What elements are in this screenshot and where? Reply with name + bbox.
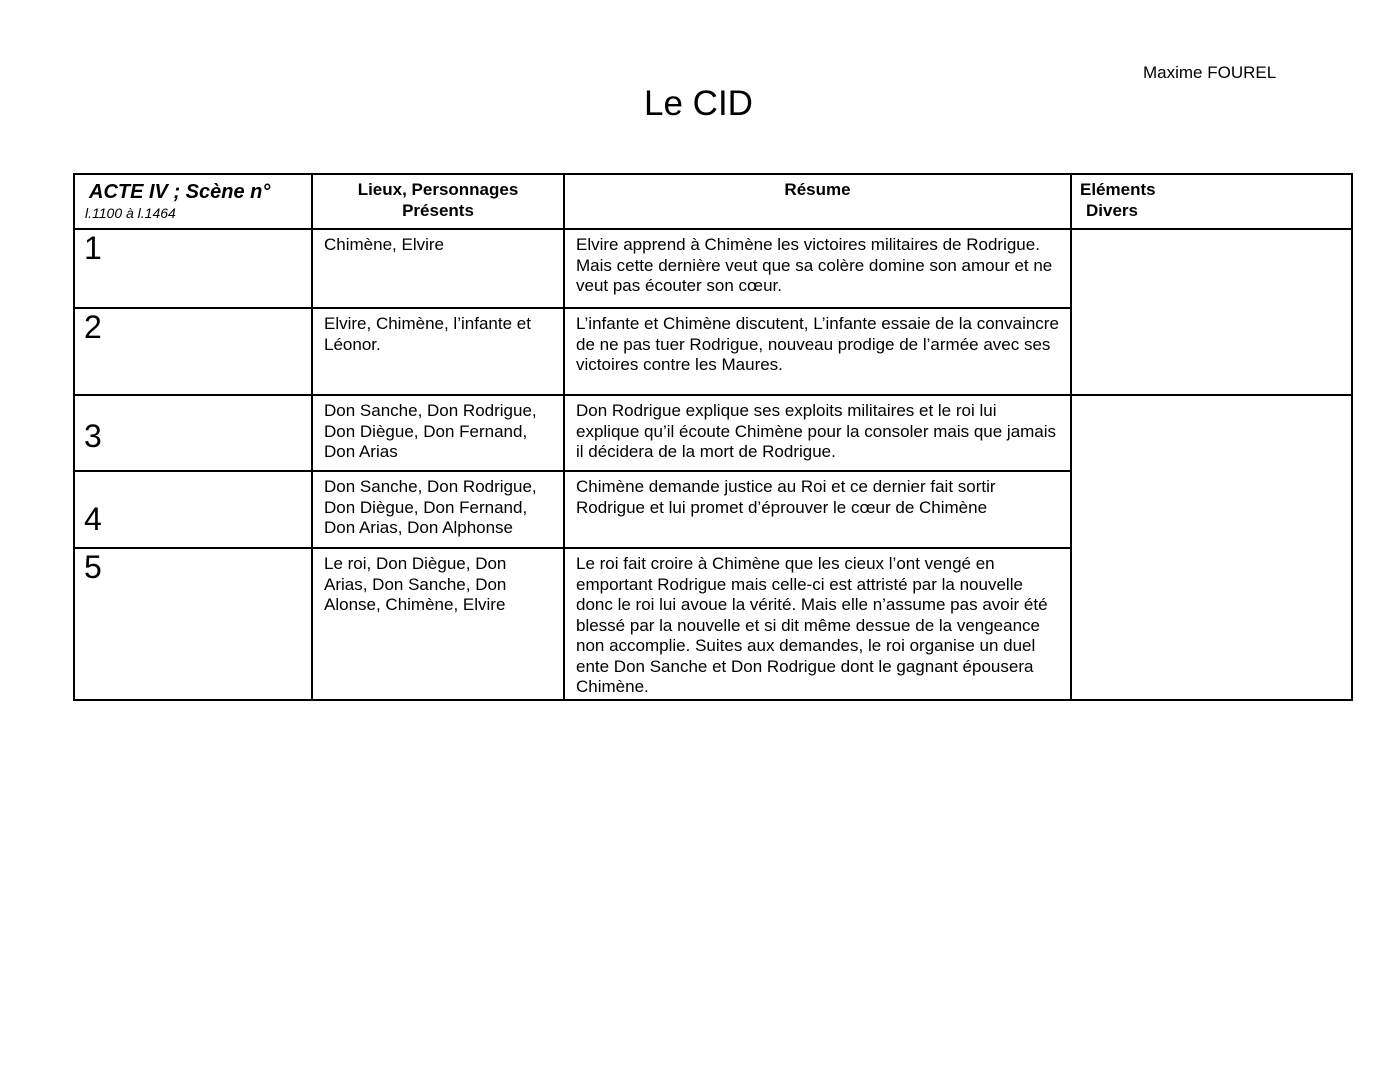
header-misc-elements — [1071, 174, 1352, 229]
scene-summary: Chimène demande justice au Roi et ce dernier fait sortir Rodrigue et lui promet d’éprouver le cœur de Chimène — [564, 471, 1071, 548]
scene-number: 2 — [74, 308, 312, 395]
scene-characters: Don Sanche, Don Rodrigue, Don Diègue, Don Fernand, Don Arias — [312, 395, 564, 471]
document-title: Le CID — [644, 84, 753, 123]
scene-number: 1 — [74, 229, 312, 308]
table-header-row — [74, 174, 1352, 229]
scene-number: 5 — [74, 548, 312, 700]
header-summary — [564, 174, 1071, 229]
scenes-table — [73, 173, 1353, 701]
scene-summary: Le roi fait croire à Chimène que les cieux l’ont vengé en emportant Rodrigue mais celle-ci est attristé par la nouvelle donc le roi lui avoue la vérité. Mais elle n’assume pas avoir été blessé par la nouvelle et si dit même dessue de la vengeance non accomplie. Suites aux demandes, le roi organise un duel ente Don Sanche et Don Rodrigue dont le gagnant épousera Chimène. — [564, 548, 1071, 700]
header-places-characters — [312, 174, 564, 229]
author-name: Maxime FOUREL — [1143, 63, 1277, 82]
misc-elements-cell — [1071, 229, 1352, 395]
scene-characters: Don Sanche, Don Rodrigue, Don Diègue, Don Fernand, Don Arias, Don Alphonse — [312, 471, 564, 548]
scene-characters: Elvire, Chimène, l’infante et Léonor. — [312, 308, 564, 395]
header-divers-line2: Divers — [1086, 201, 1138, 220]
header-act-scene — [74, 174, 312, 229]
header-summary-label: Résume — [784, 180, 851, 199]
scene-summary: Don Rodrigue explique ses exploits militaires et le roi lui explique qu’il écoute Chimène pour la consoler mais que jamais il décidera de la mort de Rodrigue. — [564, 395, 1071, 471]
scene-characters: Chimène, Elvire — [312, 229, 564, 308]
header-places-line1: Lieux, Personnages — [357, 180, 519, 199]
header-divers-line1: Eléments — [1080, 180, 1156, 199]
scene-number: 4 — [74, 471, 312, 548]
table-row — [74, 229, 1352, 308]
header-places-line2: Présents — [402, 201, 474, 220]
scene-summary: Elvire apprend à Chimène les victoires militaires de Rodrigue. Mais cette dernière veut que sa colère domine son amour et ne veut pas écouter son cœur. — [564, 229, 1071, 308]
scene-summary: L’infante et Chimène discutent, L’infante essaie de la convaincre de ne pas tuer Rodrigue, nouveau prodige de l’armée avec ses victoires contre les Maures. — [564, 308, 1071, 395]
act-title: ACTE IV ; Scène n° — [89, 181, 271, 203]
table-row — [74, 395, 1352, 471]
scene-characters: Le roi, Don Diègue, Don Arias, Don Sanche, Don Alonse, Chimène, Elvire — [312, 548, 564, 700]
misc-elements-cell — [1071, 395, 1352, 700]
scene-number: 3 — [74, 395, 312, 471]
act-line-range: l.1100 à l.1464 — [85, 205, 176, 221]
